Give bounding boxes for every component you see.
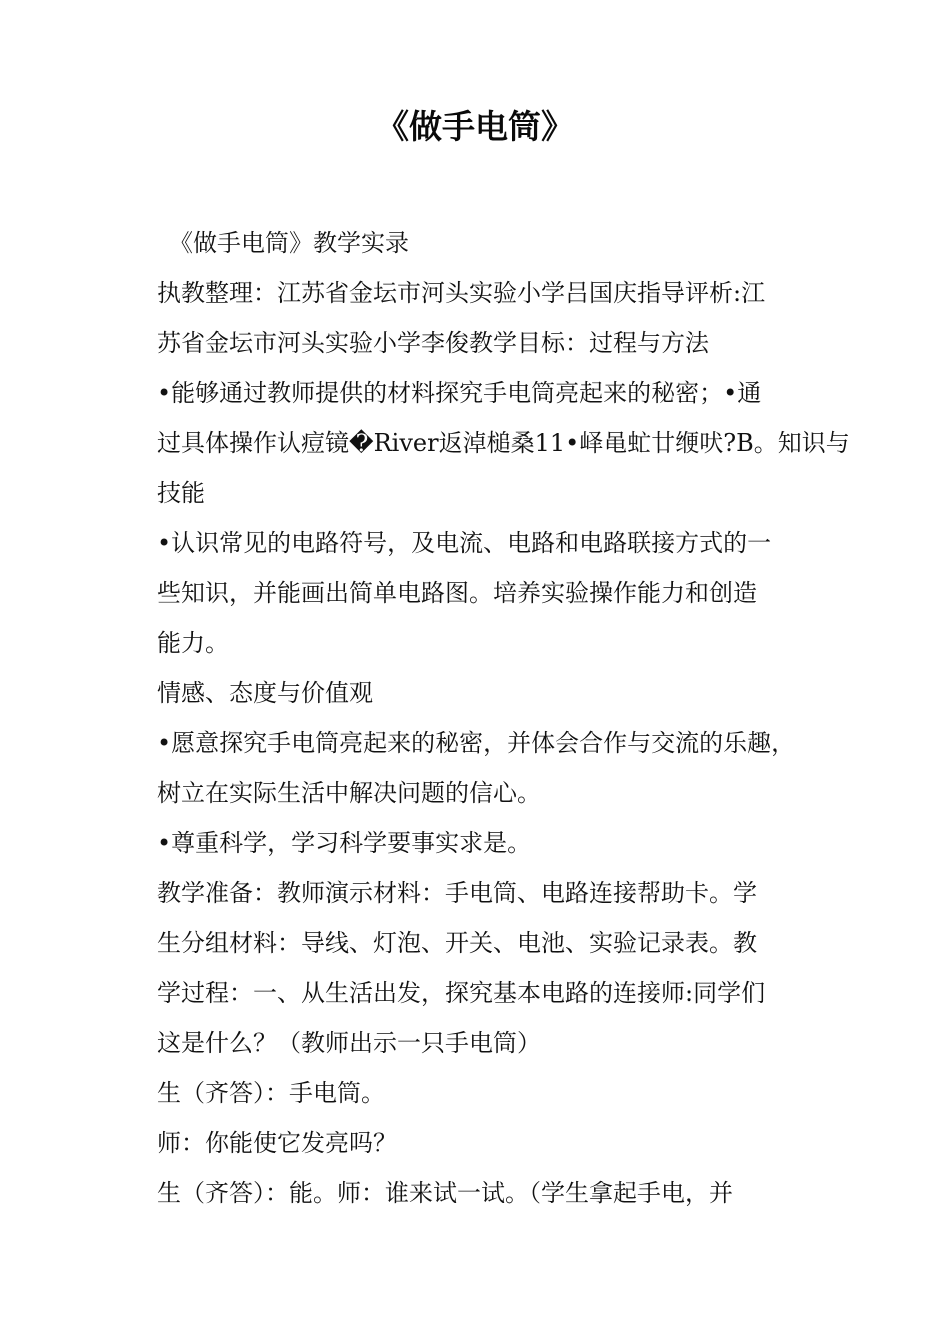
paragraph-line: •尊重科学，学习科学要事实求是。 [157,829,532,857]
paragraph-line: 情感、态度与价值观 [157,679,373,707]
paragraph-line: •认识常见的电路符号，及电流、电路和电路联接方式的一 [157,529,772,557]
paragraph-line: 树立在实际生活中解决问题的信心。 [157,779,541,807]
paragraph-line: 师：你能使它发亮吗？ [157,1129,397,1157]
paragraph-line: 执教整理：江苏省金坛市河头实验小学吕国庆指导评析:江 [157,279,766,307]
paragraph-line: 教学准备：教师演示材料：手电筒、电路连接帮助卡。学 [157,879,757,907]
paragraph-line: 《做手电筒》教学实录 [169,229,409,257]
paragraph-line: •能够通过教师提供的材料探究手电筒亮起来的秘密；•通 [157,379,762,407]
paragraph-line: •愿意探究手电筒亮起来的秘密，并体会合作与交流的乐趣， [157,729,796,757]
paragraph-line: 生分组材料：导线、灯泡、开关、电池、实验记录表。教 [157,929,757,957]
paragraph-line: 些知识，并能画出简单电路图。培养实验操作能力和创造 [157,579,757,607]
paragraph-line: 生（齐答）：手电筒。 [157,1079,385,1107]
document-title: 《做手电筒》 [376,107,574,146]
paragraph-line: 过具体操作认痘镜�River返淖槌桑11•峄黾虻廿缏吠?B。知识与 [157,429,850,457]
paragraph-line: 学过程：一、从生活出发，探究基本电路的连接师:同学们 [157,979,766,1007]
paragraph-line: 生（齐答）：能。师：谁来试一试。（学生拿起手电，并 [157,1179,733,1207]
paragraph-line: 这是什么？（教师出示一只手电筒） [157,1029,541,1057]
paragraph-line: 能力。 [157,629,229,657]
document-body [157,218,850,1218]
paragraph-line: 技能 [157,479,205,507]
paragraph-line: 苏省金坛市河头实验小学李俊教学目标：过程与方法 [157,329,709,357]
